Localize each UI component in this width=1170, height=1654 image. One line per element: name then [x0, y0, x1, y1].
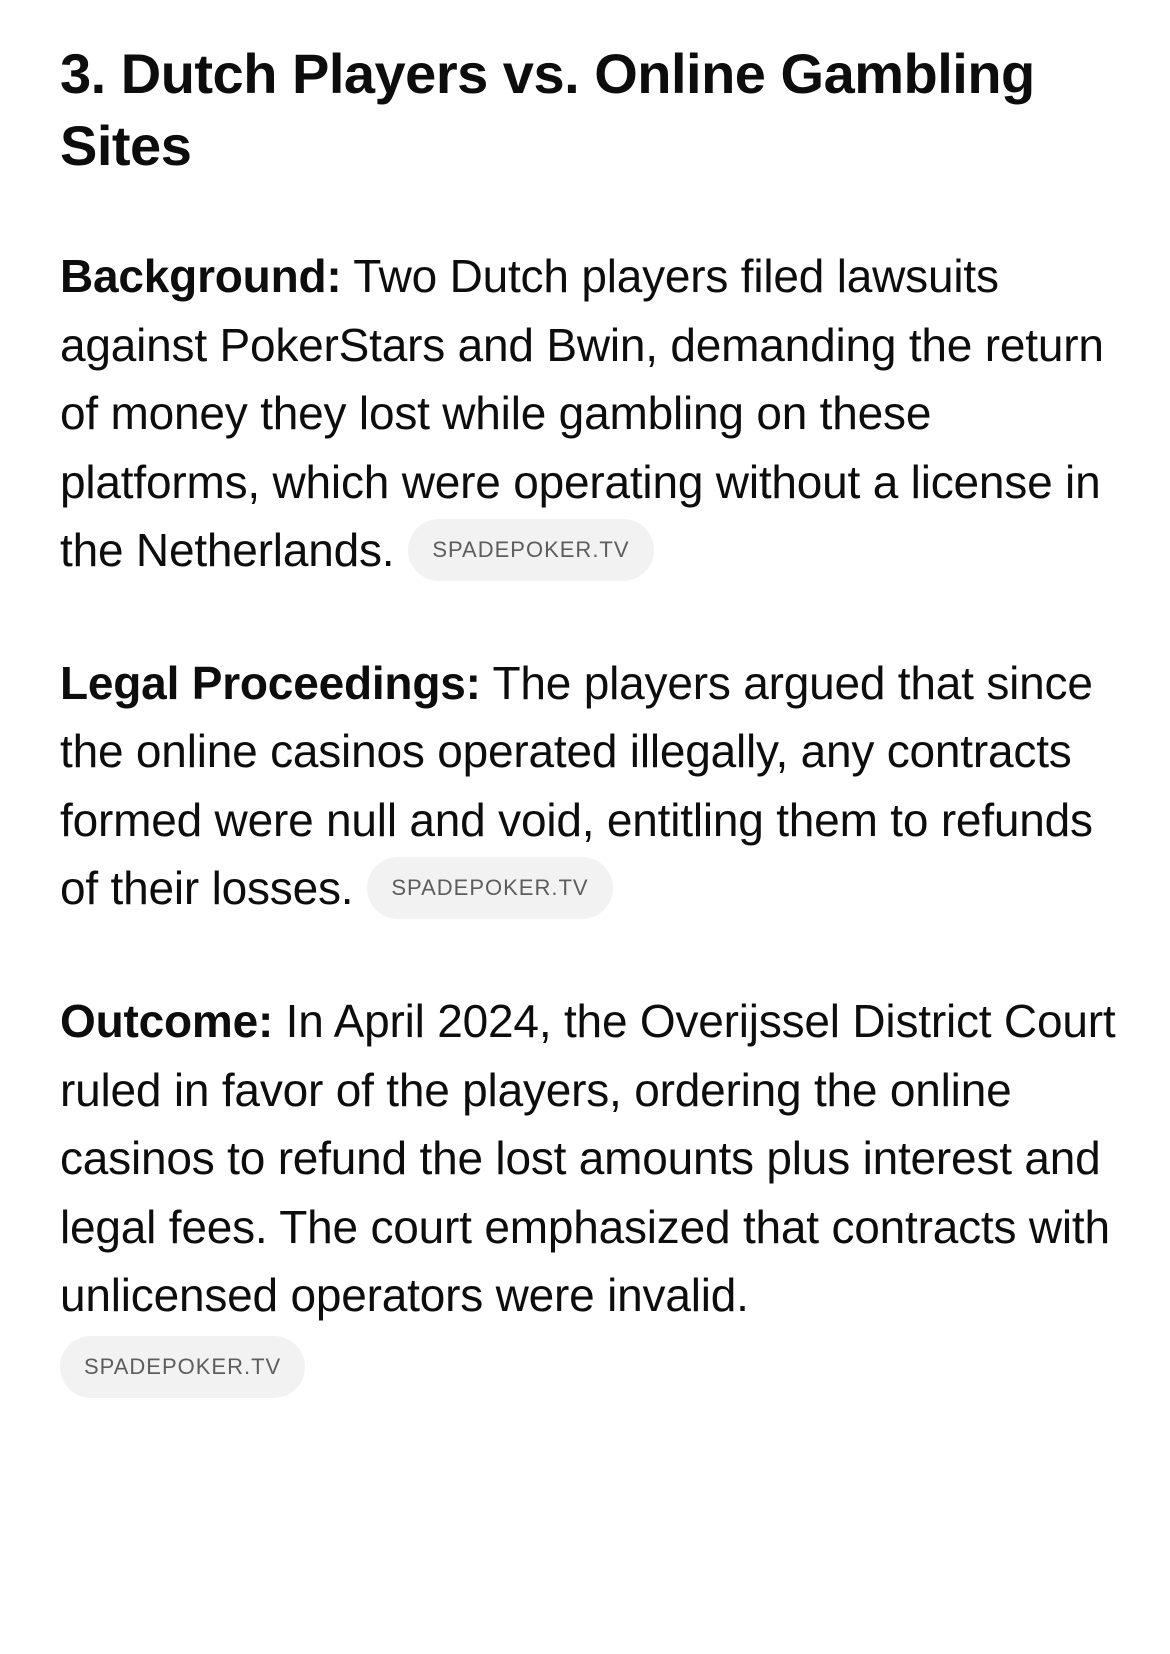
- background-text: Two Dutch players filed lawsuits against PokerStars and Bwin, demanding the return of money they lost while gambling on these platforms, which were operating without a license in the Netherlands.: [60, 250, 1104, 576]
- outcome-paragraph: [60, 987, 1120, 1330]
- legal-proceedings-source-link[interactable]: SPADEPOKER.TV: [367, 857, 612, 919]
- outcome-text: In April 2024, the Overijssel District Court ruled in favor of the players, ordering the online casinos to refund the lost amounts plus interest and legal fees. The court emphasized that contracts with unlicensed operators were invalid.: [60, 995, 1116, 1322]
- legal-proceedings-label: Legal Proceedings:: [60, 656, 481, 709]
- outcome-source-link[interactable]: SPADEPOKER.TV: [60, 1336, 305, 1398]
- background-label: Background:: [60, 250, 342, 302]
- outcome-source-row: [60, 1336, 1120, 1400]
- outcome-label: Outcome:: [60, 995, 274, 1048]
- legal-proceedings-text: The players argued that since the online casinos operated illegally, any contracts formed were null and void, entitling them to refunds of their losses.: [60, 656, 1093, 915]
- legal-proceedings-paragraph: [60, 649, 1120, 923]
- article-content: [60, 38, 1120, 1400]
- background-source-link[interactable]: SPADEPOKER.TV: [408, 519, 653, 581]
- section-heading: 3. Dutch Players vs. Online Gambling Sites: [60, 42, 1035, 177]
- background-paragraph: [60, 242, 1120, 585]
